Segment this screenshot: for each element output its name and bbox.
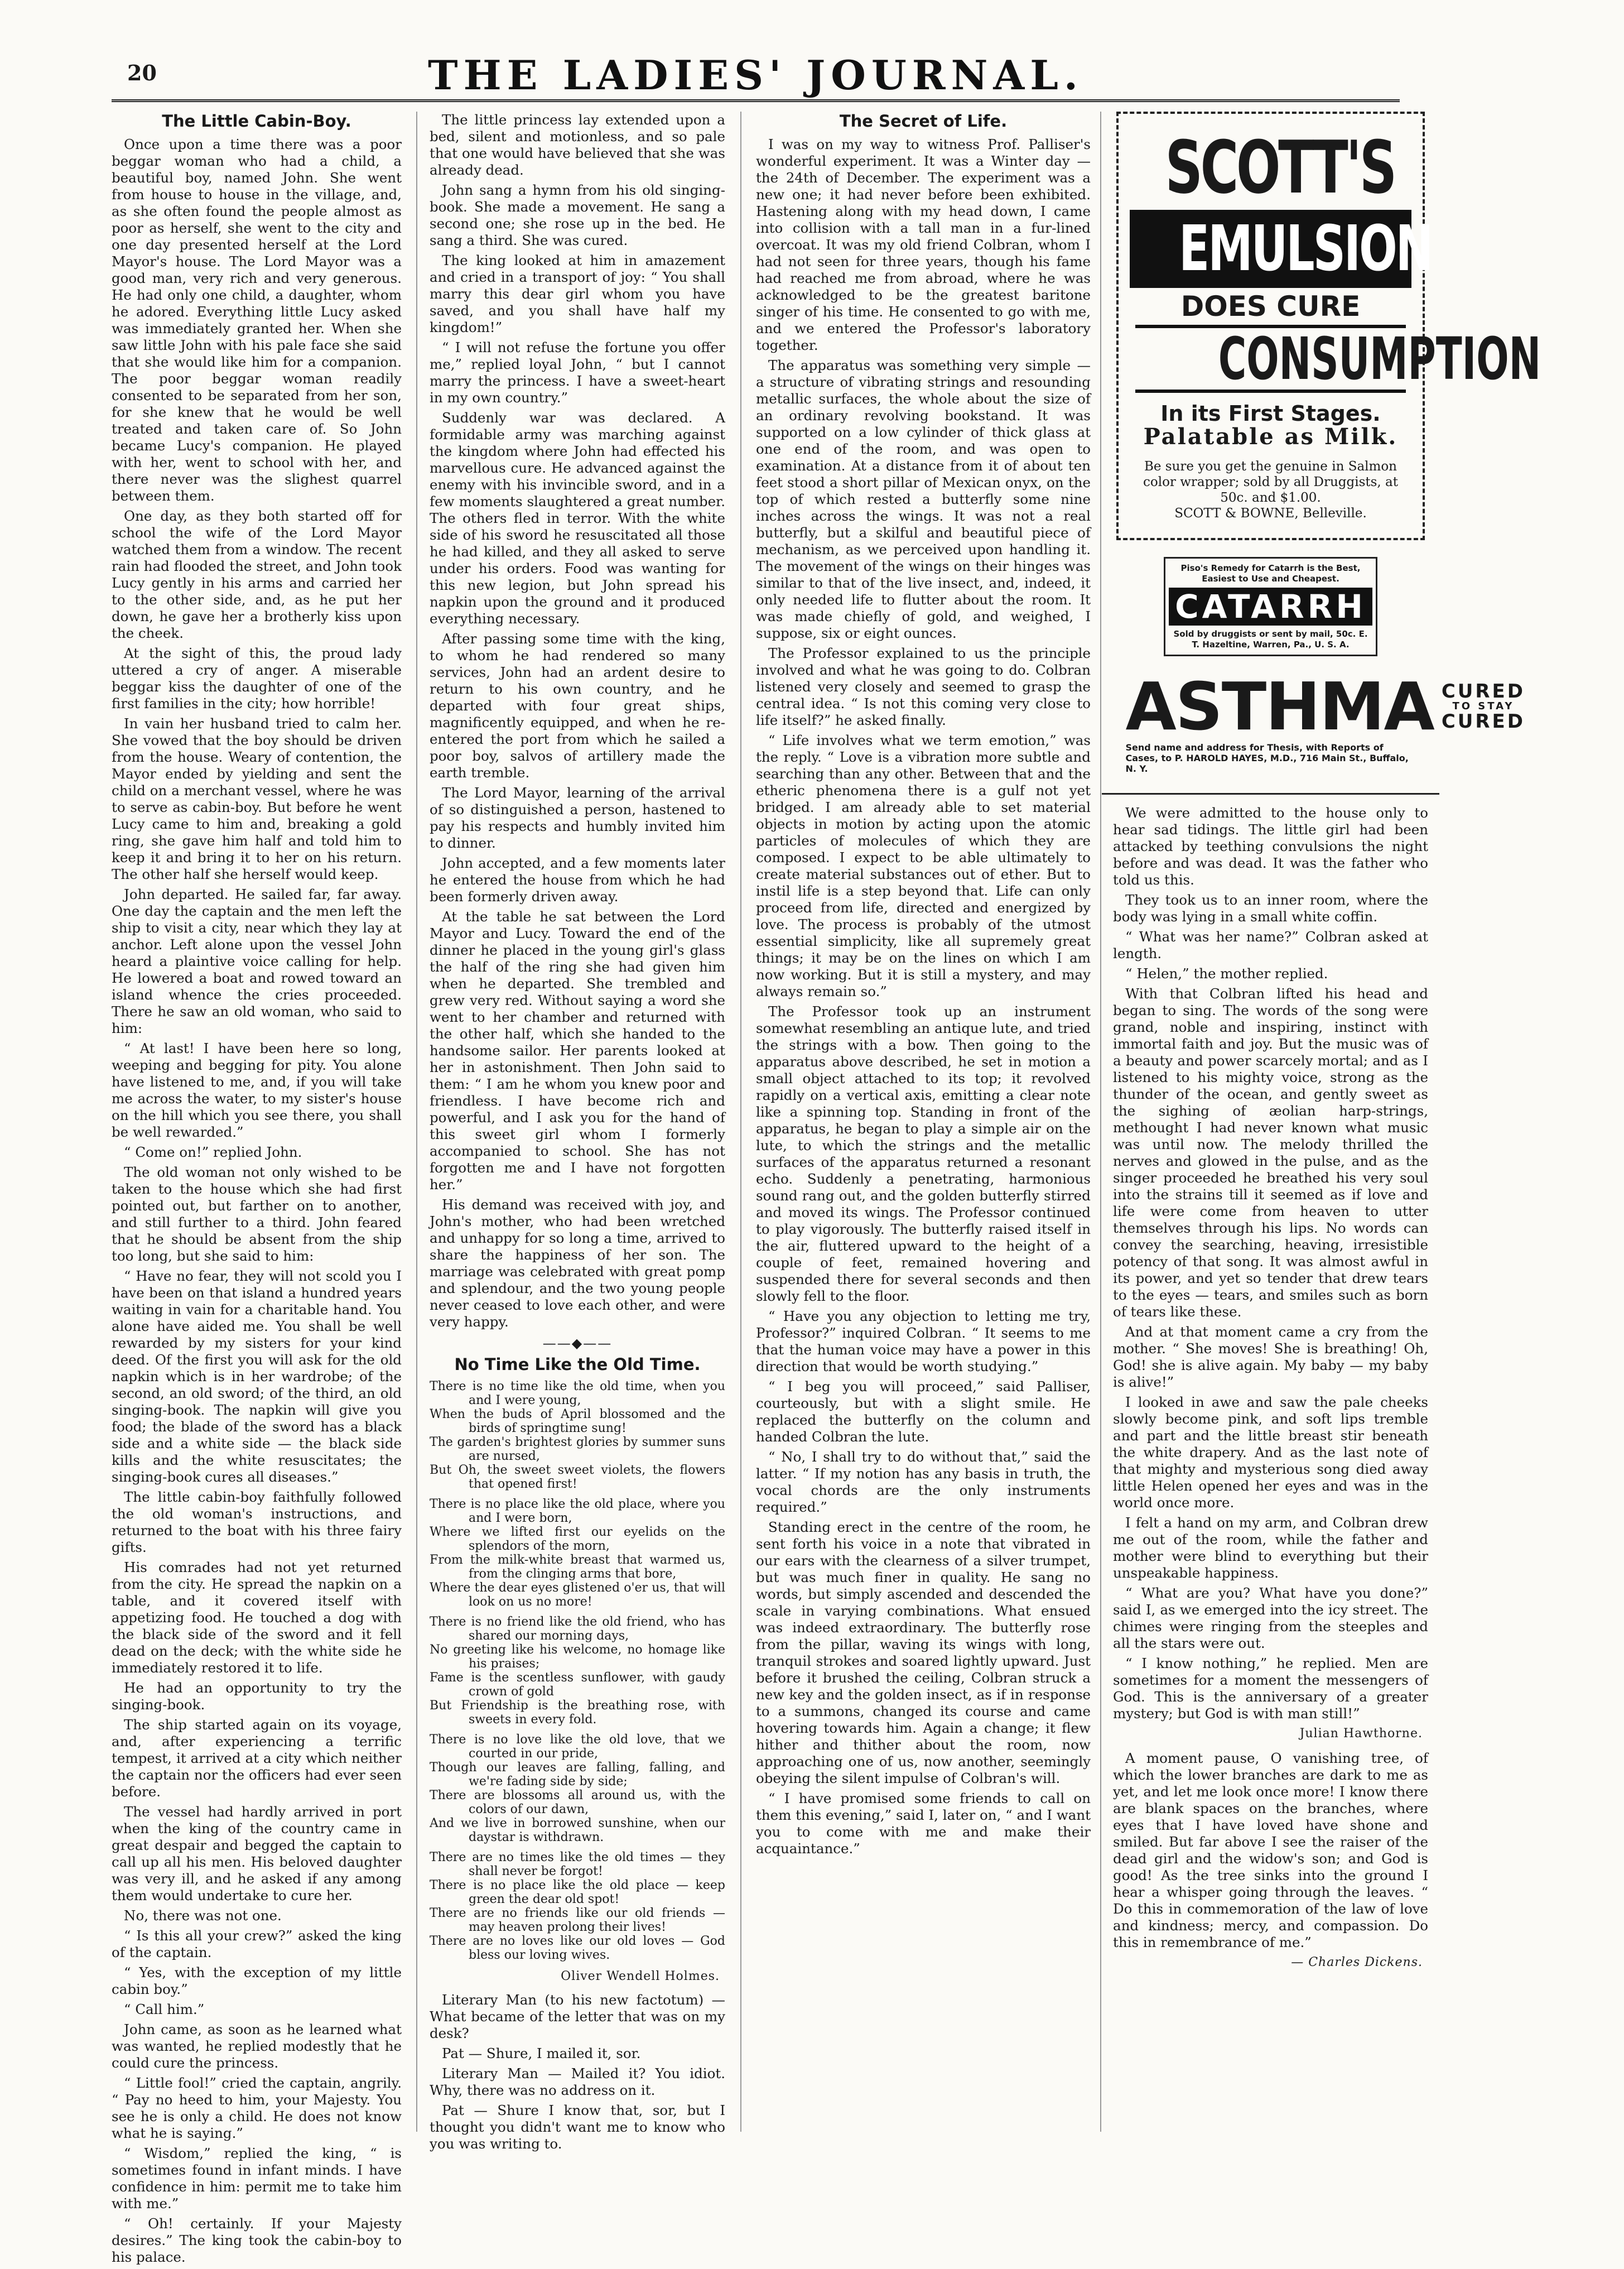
paragraph: I was on my way to witness Prof. Palliser's wonderful experiment. It was a Winter day — the 24th of December. The experiment was a new one; it had never before been exhibited. Hastening along with my head down, I came into collision with a tall man in a fur-lined overcoat. It was my old friend Colbran, whom I had not seen for three years, though his fame had reached me from abroad, where he was acknowledged to be the greatest baritone singer of his time. He consented to go with me, and we entered the Professor's laboratory together.	[756, 136, 1091, 353]
paragraph: “ Call him.”	[124, 2001, 205, 2017]
paragraph: “ Have no fear, they will not scold you I have been on that island a hundred years waiting in vain for a charitable hand. You alone have aided me. You shall be well rewarded by my sisters for your kind deed. Of the first you will ask for the old napkin which is in her wardrobe; of the second, an old sword; of the third, an old singing-book. The napkin will give you food; the blade of the sword has a black side and a white side — the black side kills and the white resuscitates; the singing-book cures all diseases.”	[112, 1268, 402, 1485]
poem-line: Though our leaves are falling, falling, and we're fading side by side;	[430, 1761, 725, 1789]
masthead: THE LADIES' JOURNAL.	[428, 51, 1083, 99]
paragraph: “ Little fool!” cried the captain, angrily. “ Pay no heed to him, your Majesty. You see he is only a child. He does not know what he is saying.”	[112, 2075, 402, 2141]
ad-divider	[1102, 793, 1439, 795]
paragraph: They took us to an inner room, where the body was lying in a small white coffin.	[1113, 892, 1428, 925]
paragraph: John departed. He sailed far, far away. One day the captain and the men left the ship to visit a city, near which they lay at anchor. Left alone upon the vessel John heard a plaintive voice calling for help. He lowered a boat and rowed toward an island whence the cries proceeded. There he saw an old woman, who said to him:	[112, 886, 402, 1036]
paragraph: John sang a hymn from his old singing-book. She made a movement. He sang a second one; she rose up in the bed. He sang a third. She was cured.	[430, 182, 725, 248]
poem-line: There is no place like the old place — keep green the dear old spot!	[430, 1878, 725, 1906]
ad-consumption: CONSUMPTION	[1135, 325, 1406, 393]
paragraph: “ I know nothing,” he replied. Men are sometimes for a moment the messengers of God. This is the anniversary of a greater mystery; but God is with man still!”	[1113, 1655, 1428, 1722]
ad-headline-scotts: SCOTT'S	[1165, 125, 1395, 210]
header-rule	[112, 99, 1400, 102]
paragraph: “ I beg you will proceed,” said Palliser, courteously, but with a slight smile. He replaced the butterfly on the column and handed Colbran the lute.	[756, 1378, 1091, 1445]
column-4	[1113, 112, 1541, 1978]
column-2	[430, 112, 725, 2156]
ad-headline-emulsion: EMULSION	[1130, 210, 1411, 288]
poem-line: There is no friend like the old friend, who has shared our morning days,	[430, 1615, 725, 1643]
paragraph: Suddenly war was declared. A formidable army was marching against the kingdom where John had effected his marvellous cure. He advanced against the enemy with his invincible sword, and in a few moments slaughtered a great number. The others fled in terror. With the white side of his sword he resuscitated all those he had killed, and they all asked to serve under his orders. Food was wanting for this new legion, but John spread his napkin upon the ground and it produced everything necessary.	[430, 410, 725, 627]
piso-catarrh-ad	[1164, 557, 1377, 656]
poem-line: There are no loves like our old loves — God bless our loving wives.	[430, 1934, 725, 1962]
ad-palatable: Palatable as Milk.	[1143, 424, 1398, 450]
paragraph: “ Helen,” the mother replied.	[1125, 965, 1328, 982]
piso-catarrh-banner: CATARRH	[1169, 588, 1372, 626]
paragraph: The old woman not only wished to be taken to the house which she had first pointed out, but farther on to another, and still further to a third. John feared that he should be absent from the ship too long, but she said to him:	[112, 1164, 402, 1264]
poem-line: When the buds of April blossomed and the birds of springtime sung!	[430, 1407, 725, 1435]
secret-author: Julian Hawthorne.	[1299, 1727, 1423, 1741]
paragraph: Once upon a time there was a poor beggar woman who had a child, a beautiful boy, named John. She went from house to house in the village, and, as she often found the people almost as poor as herself, she went to the city and one day presented herself at the Lord Mayor's house. The Lord Mayor was a good man, very rich and very generous. He had only one child, a daughter, whom he adored. Everything little Lucy asked was immediately granted her. When she saw little John with his pale face she said that she would like him for a companion. The poor beggar woman readily consented to be separated from her son, for she knew that he would be well treated and taken care of. So John became Lucy's companion. He played with her, went to school with her, and there never was the slighest quarrel between them.	[112, 136, 402, 504]
poem-line: Where the dear eyes glistened o'er us, that will look on us no more!	[430, 1581, 725, 1609]
paragraph: The little princess lay extended upon a bed, silent and motionless, and so pale that one would have believed that she was already dead.	[430, 112, 725, 178]
poem-line: But Oh, the sweet sweet violets, the flowers that opened first!	[430, 1463, 725, 1491]
paragraph: I looked in awe and saw the pale cheeks slowly become pink, and soft lips tremble and part and the little breast stir beneath the white drapery. And as the last note of that mighty and mysterious song died away little Helen opened her eyes and was in the world once more.	[1113, 1394, 1428, 1511]
paragraph: “ Yes, with the exception of my little cabin boy.”	[112, 1964, 402, 1997]
asthma-cured-block: CURED TO STAY CURED	[1441, 680, 1526, 733]
poem-line: There is no place like the old place, where you and I were born,	[430, 1497, 725, 1525]
joke-line: Pat — Shure I know that, sor, but I thought you didn't want me to know who you was writing to.	[430, 2102, 725, 2152]
paragraph: At the sight of this, the proud lady uttered a cry of anger. A miserable beggar kiss the daughter of one of the first families in the city; how horrible!	[112, 645, 402, 712]
piso-top-text: Piso's Remedy for Catarrh is the Best, Easiest to Use and Cheapest.	[1180, 563, 1361, 584]
paragraph: John accepted, and a few moments later he entered the house from which he had been formerly driven away.	[430, 855, 725, 905]
paragraph: The apparatus was something very simple — a structure of vibrating strings and resounding metallic surfaces, the whole about the size of an ordinary revolving bookstand. It was supported on a low cylinder of thick glass at one end of the room, and was open to examination. At a distance from it of about ten feet stood a short pillar of Mexican onyx, on the top of which rested a butterfly some nine inches across the wings. It was not a real butterfly, but a skilful and beautiful piece of mechanism, as we perceived upon handling it. The movement of the wings on their hinges was similar to that of the live insect, and, indeed, it only needed life to flutter about the room. It was made chiefly of gold, and weighed, I suppose, six or eight ounces.	[756, 357, 1091, 641]
paragraph: After passing some time with the king, to whom he had rendered so many services, John had an ardent desire to return to his own country, and he departed with four great ships, magnificently equipped, and when he re-entered the port from which he sailed a poor boy, salvos of artillery made the earth tremble.	[430, 631, 725, 781]
poem-line: There are blossoms all around us, with the colors of our dawn,	[430, 1789, 725, 1816]
paragraph: “ What was her name?” Colbran asked at length.	[1113, 929, 1428, 962]
poem-stanza	[430, 1850, 725, 1962]
ad-first-stages: In its First Stages.	[1160, 401, 1381, 426]
article-body-cabin-boy-continued	[430, 112, 725, 1330]
paragraph: The Professor took up an instrument somewhat resembling an antique lute, and tried the strings with a bow. Then going to the apparatus above described, he set in motion a small object attached to its top; it revolved rapidly on a vertical axis, emitting a clear note like a spinning top. Standing in front of the apparatus, he began to play a simple air on the lute, to which the strings and the metallic surfaces of the apparatus returned a resonant echo. Suddenly a penetrating, harmonious sound rang out, and the golden butterfly stirred and moved its wings. The Professor continued to play vigorously. The butterfly raised itself in the air, fluttered upward to the height of a couple of feet, remained hovering and suspended there for several seconds and then slowly fell to the floor.	[756, 1003, 1091, 1304]
paragraph: We were admitted to the house only to hear sad tidings. The little girl had been attacked by teething convulsions the night before and was dead. It was the father who told us this.	[1113, 805, 1428, 888]
poem-stanza	[430, 1497, 725, 1609]
poem-line: But Friendship is the breathing rose, with sweets in every fold.	[430, 1699, 725, 1727]
paragraph: His comrades had not yet returned from the city. He spread the napkin on a table, and it covered itself with appetizing food. He touched a dog with the black side of the sword and it fell dead on the deck; with the white side he immediately restored it to life.	[112, 1559, 402, 1676]
asthma-fine-print: Send name and address for Thesis, with Reports of Cases, to P. HAROLD HAYES, M.D., 716 Main St., Buffalo, N. Y.	[1125, 742, 1409, 774]
paragraph: “ I have promised some friends to call on them this evening,” said I, later on, “ and I want you to come with me and make their acquaintance.”	[756, 1790, 1091, 1857]
paragraph: John came, as soon as he learned what was wanted, he replied modestly that he could cure the princess.	[112, 2021, 402, 2071]
paragraph: At the table he sat between the Lord Mayor and Lucy. Toward the end of the dinner he placed in the young girl's glass the half of the ring she had given him when he departed. She trembled and grew very red. Without saying a word she went to her chamber and returned with the other half, which she handed to the handsome sailor. Her parents looked at her in astonishment. Then John said to them: “ I am he whom you knew poor and friendless. I have become rich and powerful, and I ask you for the hand of this sweet girl whom I formerly accompanied to school. She has not forgotten me and I have not forgotten her.”	[430, 908, 725, 1193]
asthma-headline: ASTHMA	[1125, 668, 1434, 745]
poem-line: The garden's brightest glories by summer suns are nursed,	[430, 1435, 725, 1463]
paragraph: The vessel had hardly arrived in port when the king of the country came in great despair and begged the captain to call up all his men. His beloved daughter was very ill, and he asked if any among them would undertake to cure her.	[112, 1804, 402, 1903]
joke-line: Pat — Shure, I mailed it, sor.	[442, 2045, 641, 2061]
article-body-secret-of-life-continued	[1113, 805, 1428, 1722]
poem-line: And we live in borrowed sunshine, when our daystar is withdrawn.	[430, 1816, 725, 1844]
paragraph: “ Have you any objection to letting me try, Professor?” inquired Colbran. “ It seems to me that the human voice may have a power in this direction that would be worth studying.”	[756, 1308, 1091, 1374]
paragraph: His demand was received with joy, and John's mother, who had been wretched and unhappy for so long a time, arrived to share the happiness of her son. The marriage was celebrated with great pomp and splendour, and the two young people never ceased to love each other, and were very happy.	[430, 1196, 725, 1330]
poem-body	[430, 1379, 725, 1962]
asthma-ad	[1125, 668, 1526, 774]
paragraph: “ I will not refuse the fortune you offer me,” replied loyal John, “ but I cannot marry the princess. I have a sweet-heart in my own country.”	[430, 339, 725, 406]
dickens-author: — Charles Dickens.	[1291, 1955, 1423, 1969]
poem-title: No Time Like the Old Time.	[454, 1355, 701, 1374]
poem-line: There is no time like the old time, when you and I were young,	[430, 1379, 725, 1407]
ad-maker: SCOTT & BOWNE, Belleville.	[1174, 506, 1367, 521]
paragraph: The Professor explained to us the principle involved and what he was going to do. Colbran listened very closely and seemed to grasp the central idea. “ Is not this coming very close to life itself?” he asked finally.	[756, 645, 1091, 728]
paragraph: And at that moment came a cry from the mother. “ She moves! She is breathing! Oh, God! she is alive again. My baby — my baby is alive!”	[1113, 1324, 1428, 1390]
paragraph: “ Come on!” replied John.	[124, 1144, 302, 1160]
paragraph: “ What are you? What have you done?” said I, as we emerged into the icy street. The chimes were ringing from the steeples and all the stars were out.	[1113, 1585, 1428, 1651]
article-title-cabin-boy: The Little Cabin-Boy.	[162, 112, 351, 131]
poem-line: Fame is the scentless sunflower, with gaudy crown of gold	[430, 1671, 725, 1699]
paragraph: “ Wisdom,” replied the king, “ is sometimes found in infant minds. I have confidence in him: permit me to take him with me.”	[112, 2145, 402, 2212]
column-rule	[740, 112, 741, 2132]
article-body-secret-of-life	[756, 136, 1091, 1857]
paragraph: “ Is this all your crew?” asked the king of the captain.	[112, 1927, 402, 1960]
piso-bottom-text: Sold by druggists or sent by mail, 50c. E. T. Hazeltine, Warren, Pa., U. S. A.	[1173, 629, 1368, 650]
literary-man-joke	[430, 1992, 725, 2152]
page-number: 20	[127, 60, 157, 85]
paragraph: “ At last! I have been here so long, weeping and begging for pity. You alone have listened to me, and, if you will take me across the water, to my sister's house on the hill which you see there, you shall be well rewarded.”	[112, 1040, 402, 1140]
poem-author: Oliver Wendell Holmes.	[561, 1969, 720, 1983]
paragraph: The little cabin-boy faithfully followed the old woman's instructions, and returned to the boat with his three fairy gifts.	[112, 1489, 402, 1555]
poem-line: Where we lifted first our eyelids on the splendors of the morn,	[430, 1525, 725, 1553]
poem-line: There are no friends like our old friends — may heaven prolong their lives!	[430, 1906, 725, 1934]
paragraph: He had an opportunity to try the singing-book.	[112, 1680, 402, 1713]
paragraph: The king looked at him in amazement and cried in a transport of joy: “ You shall marry this dear girl whom you have saved, and you shall have half my kingdom!”	[430, 252, 725, 335]
article-body-cabin-boy	[112, 136, 402, 2266]
paragraph: “ No, I shall try to do without that,” said the latter. “ If my notion has any basis in truth, the vocal chords are the only instruments required.”	[756, 1449, 1091, 1515]
poem-line: No greeting like his welcome, no homage like his praises;	[430, 1643, 725, 1671]
poem-stanza	[430, 1733, 725, 1844]
poem-line: There is no love like the old love, that we courted in our pride,	[430, 1733, 725, 1761]
column-rule	[416, 112, 417, 2132]
paragraph: Standing erect in the centre of the room, he sent forth his voice in a note that vibrated in our ears with the clearness of a silver trumpet, but was much finer in quality. He sang no words, but simply ascended and descended the scale in varying combinations. What ensued was indeed extraordinary. The butterfly rose from the pillar, waving its wings with long, tranquil strokes and soared lightly upward. Just before it brushed the ceiling, Colbran struck a new key and the golden insect, as if in response to a summons, changed its course and came hovering towards him. Again a change; it flew hither and thither about the room, now approaching one of us, now another, seemingly obeying the silent impulse of Colbran's will.	[756, 1519, 1091, 1786]
paragraph: In vain her husband tried to calm her. She vowed that the boy should be driven from the house. Weary of contention, the Mayor ended by yielding and sent the child on a merchant vessel, where he was to serve as cabin-boy. But before he went Lucy came to him and, breaking a gold ring, she gave him half and told him to keep it and bring it to her on his return. The other half she herself would keep.	[112, 715, 402, 882]
poem-line: There are no times like the old times — they shall never be forgot!	[430, 1850, 725, 1878]
column-rule	[1100, 112, 1101, 2132]
dickens-passage: A moment pause, O vanishing tree, of which the lower branches are dark to me as yet, and let me look once more! I know there are blank spaces on the branches, where eyes that I have loved have shone and smiled. But far above I see the raiser of the dead girl and the widow's son; and God is good! As the tree sinks into the ground I hear a whisper going through the leaves. “ Do this in commemoration of the law of love and kindness; mercy, and compassion. Do this in remembrance of me.”	[1113, 1750, 1428, 1950]
paragraph: I felt a hand on my arm, and Colbran drew me out of the room, while the father and mother were blind to everything but their unspeakable happiness.	[1113, 1515, 1428, 1581]
paragraph: With that Colbran lifted his head and began to sing. The words of the song were grand, noble and inspiring, instinct with immortal faith and joy. But the music was of a beauty and power scarcely mortal; and as I listened to his mighty voice, strong as the thunder of the ocean, and gently sweet as the sighing of æolian harp-strings, methought I had never known what music was until now. The melody thrilled the nerves and glowed in the pulse, and as the singer proceeded he breathed his very soul into the strains till it seemed as if love and life were come from heaven to utter themselves through his lips. No words can convey the searching, heaving, irresistible potency of that song. It was almost awful in its power, and yet so tender that drew tears to the eyes — tears, and smiles such as born of tears like these.	[1113, 986, 1428, 1320]
poem-stanza	[430, 1379, 725, 1491]
paragraph: The Lord Mayor, learning of the arrival of so distinguished a person, hastened to pay his respects and humbly invited him to dinner.	[430, 785, 725, 851]
ad-does-cure: DOES CURE	[1180, 290, 1361, 323]
joke-line: Literary Man — Mailed it? You idiot. Why, there was no address on it.	[430, 2065, 725, 2098]
article-title-secret-of-life: The Secret of Life.	[839, 112, 1008, 131]
paragraph: One day, as they both started off for school the wife of the Lord Mayor watched them from a window. The recent rain had flooded the street, and John took Lucy gently in his arms and carried her to the other side, and, as he put her down, he gave her a brotherly kiss upon the cheek.	[112, 508, 402, 641]
joke-line: Literary Man (to his new factotum) — What became of the letter that was on my desk?	[430, 1992, 725, 2041]
paragraph: No, there was not one.	[124, 1907, 282, 1924]
column-1	[112, 112, 402, 2269]
paragraph: “ Oh! certainly. If your Majesty desires.” The king took the cabin-boy to his palace.	[112, 2215, 402, 2265]
poem-stanza	[430, 1615, 725, 1727]
column-3	[756, 112, 1091, 1861]
paragraph: The ship started again on its voyage, and, after experiencing a terrific tempest, it arrived at a city which neither the captain nor the officers had ever seen before.	[112, 1717, 402, 1800]
ad-fine-print: Be sure you get the genuine in Salmon color wrapper; sold by all Druggists, at 50c. and $1.00.	[1143, 459, 1399, 505]
ornament-divider: ——◆——	[542, 1335, 613, 1351]
paragraph: “ Life involves what we term emotion,” was the reply. “ Love is a vibration more subtle and searching than any other. Between that and the etheric phenomena there is a gulf not yet bridged. I am already able to set material objects in motion by acting upon the atomic particles of molecules of which they are composed. I expect to be able ultimately to create material substances out of ether. But to instil life is a step beyond that. Life can only proceed from life, directed and energized by love. The process is probably of the utmost essential simplicity, like all supremely great things; it may be on the lines on which I am now working. But it is still a mystery, and may always remain so.”	[756, 732, 1091, 999]
scotts-emulsion-ad	[1116, 112, 1541, 540]
poem-line: From the milk-white breast that warmed us, from the clinging arms that bore,	[430, 1553, 725, 1581]
